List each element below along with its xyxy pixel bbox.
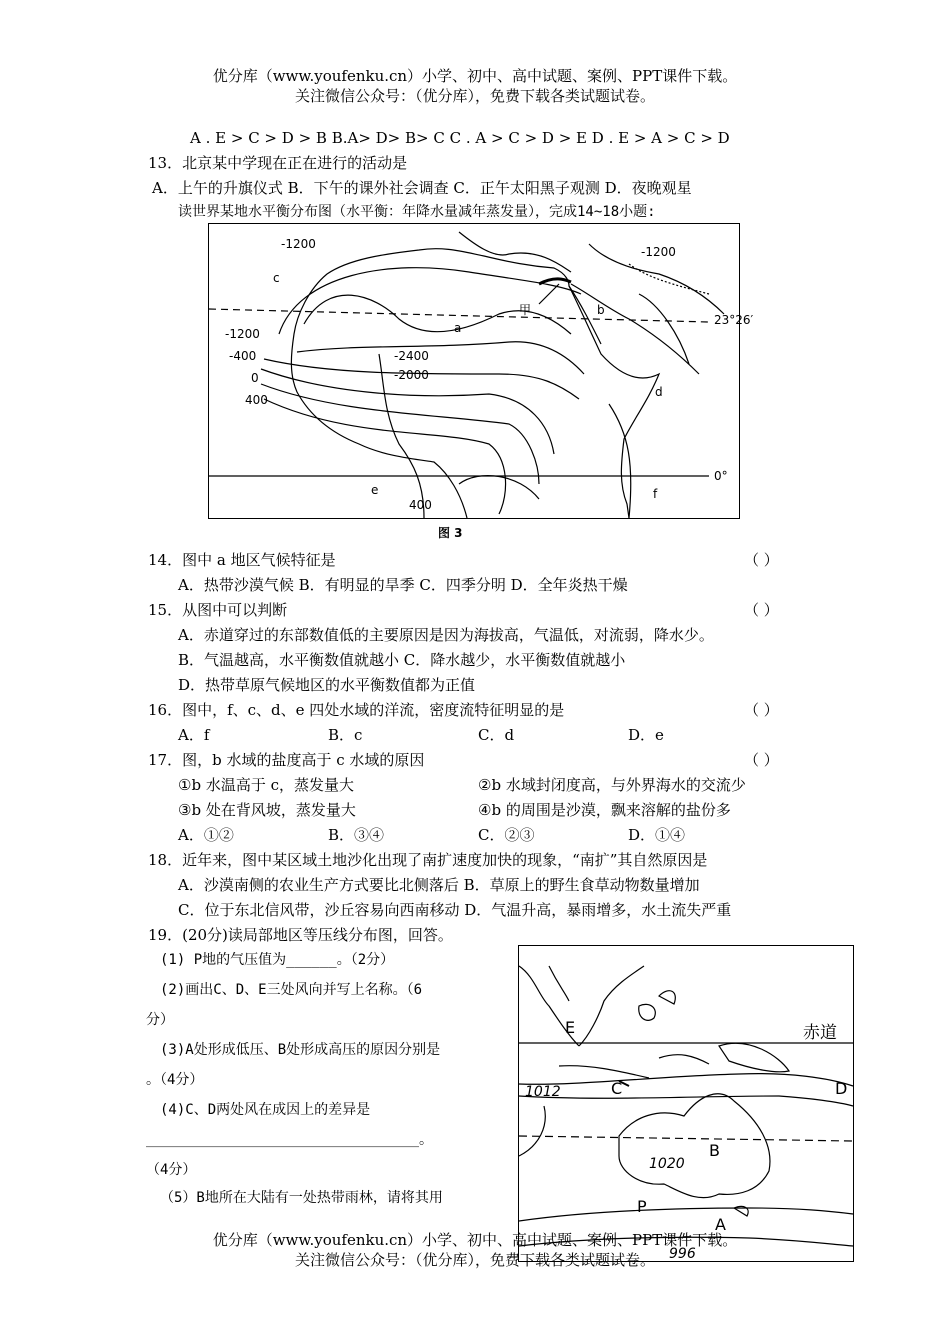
label-n1200-mid: -1200 (225, 327, 260, 341)
australia-coast (619, 1094, 770, 1198)
q14-stem: 14．图中 a 地区气候特征是 (148, 551, 336, 569)
label-1012: 1012 (525, 1084, 561, 1100)
label-n1200-right: -1200 (641, 245, 676, 259)
label-a: a (454, 321, 462, 335)
footer-line-1: 优分库（www.youfenku.cn）小学、初中、高中试题、案例、PPT课件下载。 (212, 1231, 738, 1249)
water-balance-map (208, 223, 754, 519)
q19-part-5: （5）B地所在大陆有一处热带雨林，请将其用 (160, 1190, 443, 1206)
q15-option-a: A．赤道穿过的东部数值低的主要原因是因为海拔高，气温低，对流弱，降水少。 (178, 626, 714, 644)
q17-option-d: D．①④ (628, 826, 686, 844)
label-p400-bottom: 400 (409, 498, 432, 512)
q19-part-4: (4)C、D两处风在成因上的差异是 (160, 1102, 371, 1118)
water-balance-map-svg (209, 224, 754, 518)
label-equator: 赤道 (803, 1023, 837, 1043)
isobar-p (519, 1208, 853, 1221)
intro-14-18: 读世界某地水平衡分布图（水平衡：年降水量减年蒸发量），完成14~18小题: (178, 204, 656, 220)
label-B: B (709, 1141, 720, 1160)
q19-stem: 19．(20分)读局部地区等压线分布图，回答。 (148, 926, 453, 944)
q16-stem: 16．图中，f、c、d、e 四处水域的洋流，密度流特征明显的是 (148, 701, 565, 719)
label-C: C (611, 1079, 623, 1098)
label-E: E (565, 1018, 576, 1037)
q19-part-4-score: （4分） (146, 1162, 197, 1178)
q17-option-a: A．①② (178, 826, 234, 844)
q14-answer-paren: （ ） (744, 551, 779, 569)
label-b: b (597, 303, 605, 317)
isobar-map-svg (519, 946, 853, 1261)
label-n400: -400 (229, 349, 257, 363)
q12-options: A . E > C > D > B B.A> D> B> C C . A > C > D > E D . E > A > C > D (190, 129, 730, 147)
q16-option-d: D．e (628, 726, 664, 744)
isoline-400b (264, 399, 506, 514)
label-equator: 0° (714, 469, 728, 483)
q17-statement-1: ①b 水温高于 c，蒸发量大 (178, 776, 354, 794)
africa-coast (291, 249, 659, 518)
q17-statement-4: ④b 的周围是沙漠，飘来溶解的盐份多 (478, 801, 731, 819)
q16-option-c: C．d (478, 726, 515, 744)
header-line-1: 优分库（www.youfenku.cn）小学、初中、高中试题、案例、PPT课件下载。 (212, 67, 738, 85)
isobar-west (519, 1106, 545, 1156)
east-isoline (609, 404, 631, 518)
red-sea-coast (569, 284, 699, 374)
isoline-0 (261, 384, 539, 484)
asia-coast (519, 966, 644, 1046)
q17-statement-2: ②b 水域封闭度高，与外界海水的交流少 (478, 776, 746, 794)
label-jia: 甲 (519, 303, 532, 317)
q15-answer-paren: （ ） (744, 601, 779, 619)
new-guinea (719, 1043, 789, 1071)
suez-mark (539, 279, 571, 284)
q15-option-d: D．热带草原气候地区的水平衡数值都为正值 (178, 676, 476, 694)
label-p400-left: 400 (245, 393, 268, 407)
label-D: D (835, 1079, 848, 1098)
label-1020: 1020 (649, 1156, 685, 1172)
label-f: f (653, 487, 658, 501)
q13-stem: 13．北京某中学现在正在进行的活动是 (148, 154, 408, 172)
q16-answer-paren: （ ） (744, 701, 779, 719)
q19-part-2b: 分） (146, 1012, 174, 1028)
label-P: P (637, 1197, 647, 1216)
label-n2000: -2000 (394, 368, 429, 382)
label-n1200-left: -1200 (281, 237, 316, 251)
isobar-east (519, 1096, 853, 1106)
tropic-line (519, 1136, 853, 1141)
q18-option-cd: C．位于东北信风带，沙丘容易向西南移动 D．气温升高，暴雨增多，水土流失严重 (178, 901, 732, 919)
label-tropic: 23°26′ (714, 313, 754, 327)
q17-answer-paren: （ ） (744, 751, 779, 769)
q19-part-2a: (2)画出C、D、E三处风向并写上名称。（6 (160, 982, 423, 998)
q19-part-3b: 。（4分） (146, 1072, 204, 1088)
island-1 (639, 1004, 656, 1020)
label-c: c (273, 271, 280, 285)
island-2 (659, 991, 675, 1004)
jia-arrow (539, 284, 559, 304)
border-dotted (629, 264, 709, 294)
q13-options: A．上午的升旗仪式 B．下午的课外社会调查 C．正午太阳黑子观测 D．夜晚观星 (152, 179, 692, 197)
north-coast (459, 232, 724, 314)
fig3-caption: 图 3 (438, 526, 463, 540)
footer-line-2: 关注微信公众号：（优分库），免费下载各类试题试卷。 (294, 1251, 655, 1269)
q16-option-b: B．c (328, 726, 363, 744)
label-d: d (655, 385, 663, 399)
label-A: A (715, 1215, 726, 1234)
q15-stem: 15．从图中可以判断 (148, 601, 288, 619)
label-n2400: -2400 (394, 349, 429, 363)
header-line-2: 关注微信公众号：（优分库），免费下载各类试题试卷。 (294, 87, 655, 105)
q14-options: A．热带沙漠气候 B．有明显的旱季 C．四季分明 D．全年炎热干燥 (178, 576, 628, 594)
q17-option-c: C．②③ (478, 826, 535, 844)
q18-option-ab: A．沙漠南侧的农业生产方式要比北侧落后 B．草原上的野生食草动物数量增加 (178, 876, 700, 894)
indonesia-islands (559, 1055, 709, 1078)
isobar-map (518, 945, 854, 1262)
q16-option-a: A．f (178, 726, 210, 744)
q17-option-b: B．③④ (328, 826, 385, 844)
isoline-400c (459, 476, 539, 499)
q19-part-3a: (3)A处形成低压、B处形成高压的原因分别是 (160, 1042, 441, 1058)
q15-option-bc: B．气温越高，水平衡数值就越小 C．降水越少，水平衡数值就越小 (178, 651, 626, 669)
label-e: e (371, 483, 379, 497)
label-996: 996 (669, 1246, 696, 1262)
q19-part-4-blank: _______________________________________。 (146, 1132, 433, 1148)
isoline-2400 (297, 342, 584, 374)
q19-part-1: (1) P地的气压值为______。（2分） (160, 952, 395, 968)
arabia-isoline (639, 294, 689, 364)
isobar-1012 (519, 1074, 853, 1086)
label-zero: 0 (251, 371, 259, 385)
q18-stem: 18．近年来，图中某区域土地沙化出现了南扩速度加快的现象，“南扩”其自然原因是 (148, 851, 708, 869)
q17-stem: 17．图，b 水域的盐度高于 c 水域的原因 (148, 751, 425, 769)
q17-statement-3: ③b 处在背风坡，蒸发量大 (178, 801, 356, 819)
